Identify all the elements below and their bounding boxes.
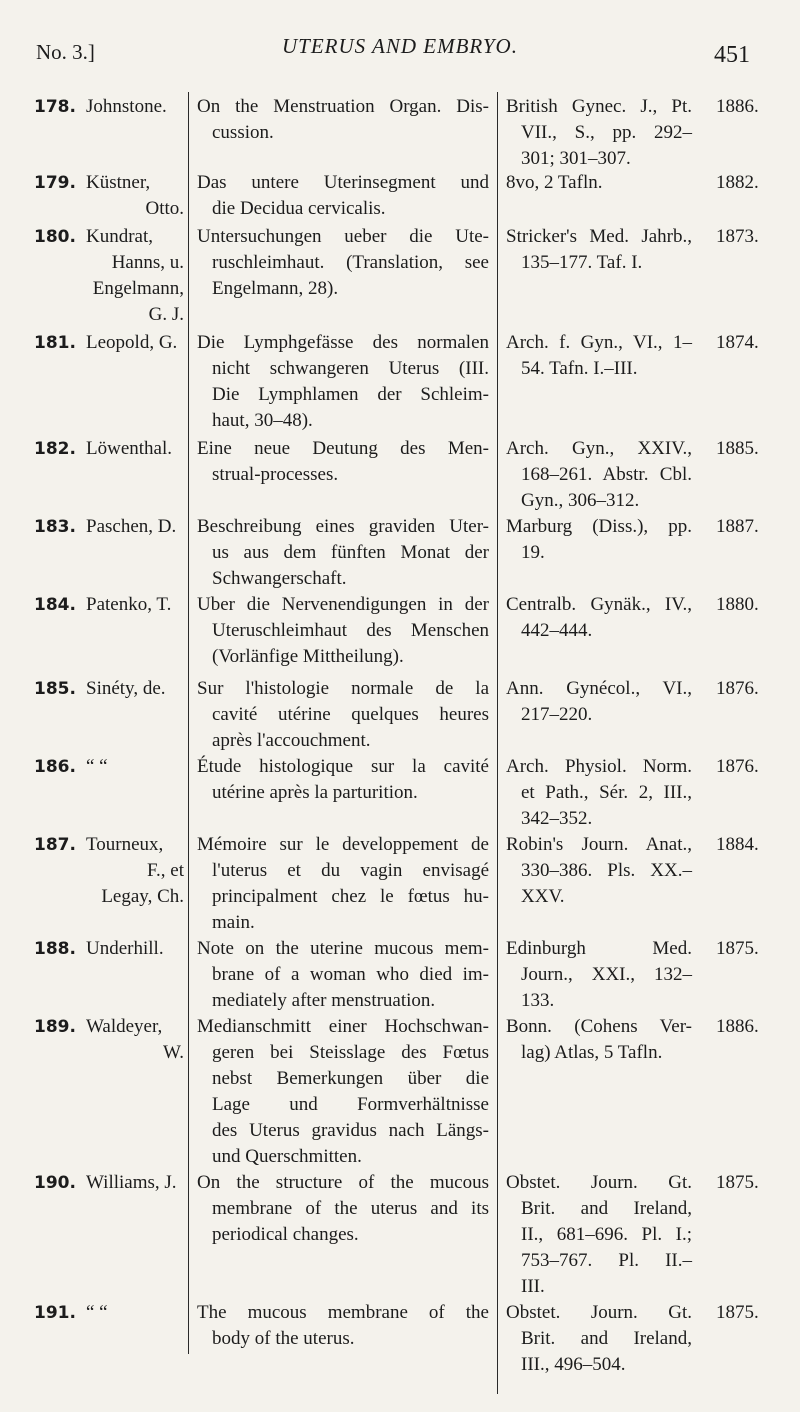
source-line: Brit. and Ireland, — [521, 1198, 692, 1219]
entry-title — [197, 1014, 489, 1170]
source-line: 342–352. — [521, 808, 593, 829]
entry-year: 1875. — [716, 1302, 759, 1323]
title-line: principalment chez le fœtus hu- — [212, 886, 489, 907]
entry-source — [506, 224, 692, 276]
author-line: W. — [163, 1042, 184, 1063]
author-line: Waldeyer, — [86, 1016, 163, 1037]
column-rule-right — [497, 92, 498, 1394]
entry-year: 1886. — [716, 1016, 759, 1037]
entry-year: 1875. — [716, 938, 759, 959]
entry-source — [506, 592, 692, 644]
title-line: Sur l'histologie normale de la — [197, 678, 489, 699]
entry-source — [506, 1014, 692, 1066]
source-line: British Gynec. J., Pt. — [506, 96, 692, 117]
entry-number: 185. — [34, 679, 76, 699]
title-line: mediately after menstruation. — [212, 990, 436, 1011]
entry-source — [506, 436, 692, 514]
source-line: Obstet. Journ. Gt. — [506, 1302, 692, 1323]
title-line: cussion. — [212, 122, 274, 143]
source-line: Edinburgh Med. — [506, 938, 692, 959]
entry-author — [86, 170, 184, 222]
title-line: Mémoire sur le developpement de — [197, 834, 489, 855]
author-line: F., et — [146, 860, 184, 881]
entry-source — [506, 514, 692, 566]
entry-title — [197, 754, 489, 806]
entry-author — [86, 514, 184, 540]
entry-number: 184. — [34, 595, 76, 615]
entry-author — [86, 1300, 184, 1326]
entry-author — [86, 1014, 184, 1066]
entry-title — [197, 330, 489, 434]
source-line: Arch. Gyn., XXIV., — [506, 438, 692, 459]
source-line: II., 681–696. Pl. I.; — [521, 1224, 692, 1245]
author-line: Williams, J. — [86, 1172, 177, 1193]
entry-author — [86, 224, 184, 328]
title-line: Medianschmitt einer Hochschwan- — [197, 1016, 489, 1037]
author-line: Sinéty, de. — [86, 678, 166, 699]
entry-source — [506, 676, 692, 728]
title-line: Die Lymphgefässe des normalen — [197, 332, 489, 353]
entry-author — [86, 592, 184, 618]
entry-title — [197, 676, 489, 754]
entry-number: 180. — [34, 227, 76, 247]
source-line: Bonn. (Cohens Ver- — [506, 1016, 692, 1037]
author-line: Kundrat, — [86, 226, 154, 247]
source-line: Stricker's Med. Jahrb., — [506, 226, 692, 247]
entry-number: 179. — [34, 173, 76, 193]
title-line: body of the uterus. — [212, 1328, 355, 1349]
author-line: G. J. — [148, 304, 184, 325]
entry-source — [506, 170, 692, 196]
source-line: 135–177. Taf. I. — [521, 252, 643, 273]
title-line: Die Lymphlamen der Schleim- — [212, 384, 489, 405]
entry-source — [506, 1300, 692, 1378]
source-line: 8vo, 2 Tafln. — [506, 172, 603, 193]
title-line: geren bei Steisslage des Fœtus — [212, 1042, 489, 1063]
page-number: 451 — [714, 42, 750, 68]
entry-title — [197, 224, 489, 302]
source-line: Brit. and Ireland, — [521, 1328, 692, 1349]
source-line: III., 496–504. — [521, 1354, 626, 1375]
entry-source — [506, 936, 692, 1014]
source-line: Marburg (Diss.), pp. — [506, 516, 692, 537]
entry-author — [86, 330, 184, 356]
source-line: 19. — [521, 542, 545, 563]
entry-year: 1886. — [716, 96, 759, 117]
source-line: lag) Atlas, 5 Tafln. — [521, 1042, 663, 1063]
entry-title — [197, 1300, 489, 1352]
title-line: Étude histologique sur la cavité — [197, 756, 489, 777]
entry-year: 1873. — [716, 226, 759, 247]
source-line: III. — [521, 1276, 545, 1297]
title-line: cavité utérine quelques heures — [212, 704, 489, 725]
entry-year: 1880. — [716, 594, 759, 615]
source-line: Journ., XXI., 132– — [521, 964, 692, 985]
author-line: Engelmann, — [92, 278, 184, 299]
entry-year: 1882. — [716, 172, 759, 193]
source-line: Arch. Physiol. Norm. — [506, 756, 692, 777]
title-line: Schwangerschaft. — [212, 568, 347, 589]
entry-author — [86, 676, 184, 702]
entry-source — [506, 832, 692, 910]
running-title: UTERUS AND EMBRYO. — [282, 34, 518, 58]
title-line: Das untere Uterinsegment und — [197, 172, 489, 193]
title-line: Untersuchungen ueber die Ute- — [197, 226, 489, 247]
author-line: Löwenthal. — [86, 438, 173, 459]
entry-title — [197, 170, 489, 222]
title-line: die Decidua cervicalis. — [212, 198, 386, 219]
entry-source — [506, 330, 692, 382]
entry-title — [197, 936, 489, 1014]
author-line: Tourneux, — [86, 834, 164, 855]
author-line: Underhill. — [86, 938, 164, 959]
title-line: après l'accouchment. — [212, 730, 371, 751]
title-line: On the structure of the mucous — [197, 1172, 489, 1193]
entry-number: 187. — [34, 835, 76, 855]
title-line: us aus dem fünften Monat der — [212, 542, 489, 563]
entry-number: 189. — [34, 1017, 76, 1037]
entry-title — [197, 592, 489, 670]
title-line: Eine neue Deutung des Men- — [197, 438, 489, 459]
title-line: Uteruschleimhaut des Menschen — [212, 620, 489, 641]
author-line: Leopold, G. — [86, 332, 178, 353]
title-line: utérine après la parturition. — [212, 782, 418, 803]
entry-title — [197, 94, 489, 146]
entry-number: 186. — [34, 757, 76, 777]
title-line: l'uterus et du vagin envisagé — [212, 860, 489, 881]
source-line: 330–386. Pls. XX.– — [521, 860, 692, 881]
entry-source — [506, 94, 692, 172]
title-line: nebst Bemerkungen über die — [212, 1068, 489, 1089]
entry-title — [197, 832, 489, 936]
title-line: On the Menstruation Organ. Dis- — [197, 96, 489, 117]
column-rule-left — [188, 92, 189, 1354]
entry-year: 1876. — [716, 678, 759, 699]
source-line: 442–444. — [521, 620, 593, 641]
entry-year: 1875. — [716, 1172, 759, 1193]
source-line: Gyn., 306–312. — [521, 490, 640, 511]
title-line: des Uterus gravidus nach Längs- — [212, 1120, 489, 1141]
entry-number: 190. — [34, 1173, 76, 1193]
title-line: strual-processes. — [212, 464, 339, 485]
entry-source — [506, 1170, 692, 1300]
entry-title — [197, 1170, 489, 1248]
source-line: 133. — [521, 990, 555, 1011]
entry-author — [86, 436, 184, 462]
entry-source — [506, 754, 692, 832]
source-line: Ann. Gynécol., VI., — [506, 678, 692, 699]
entry-number: 182. — [34, 439, 76, 459]
title-line: periodical changes. — [212, 1224, 359, 1245]
author-line: Küstner, — [86, 172, 151, 193]
entry-number: 188. — [34, 939, 76, 959]
title-line: membrane of the uterus and its — [212, 1198, 489, 1219]
title-line: nicht schwangeren Uterus (III. — [212, 358, 489, 379]
author-line: Patenko, T. — [86, 594, 172, 615]
title-line: haut, 30–48). — [212, 410, 313, 431]
entry-author — [86, 936, 184, 962]
author-line: Hanns, u. — [111, 252, 184, 273]
source-line: 301; 301–307. — [521, 148, 631, 169]
title-line: und Querschmitten. — [212, 1146, 362, 1167]
entry-year: 1884. — [716, 834, 759, 855]
entry-title — [197, 514, 489, 592]
source-line: 217–220. — [521, 704, 593, 725]
author-line: Otto. — [145, 198, 184, 219]
author-line: “ “ — [86, 1302, 108, 1323]
title-line: Uber die Nervenendigungen in der — [197, 594, 489, 615]
title-line: brane of a woman who died im- — [212, 964, 489, 985]
title-line: Engelmann, 28). — [212, 278, 339, 299]
author-line: Paschen, D. — [86, 516, 177, 537]
entry-year: 1874. — [716, 332, 759, 353]
source-line: VII., S., pp. 292– — [521, 122, 692, 143]
title-line: main. — [212, 912, 255, 933]
source-line: Robin's Journ. Anat., — [506, 834, 692, 855]
entry-number: 183. — [34, 517, 76, 537]
entry-author — [86, 832, 184, 910]
entry-number: 191. — [34, 1303, 76, 1323]
source-line: 54. Tafn. I.–III. — [521, 358, 638, 379]
source-line: Arch. f. Gyn., VI., 1– — [506, 332, 692, 353]
source-line: Obstet. Journ. Gt. — [506, 1172, 692, 1193]
entry-author — [86, 1170, 184, 1196]
author-line: “ “ — [86, 756, 108, 777]
entry-author — [86, 754, 184, 780]
issue-number: No. 3.] — [36, 40, 95, 64]
entry-number: 181. — [34, 333, 76, 353]
source-line: 753–767. Pl. II.– — [521, 1250, 692, 1271]
title-line: Beschreibung eines graviden Uter- — [197, 516, 489, 537]
entry-year: 1876. — [716, 756, 759, 777]
source-line: et Path., Sér. 2, III., — [521, 782, 692, 803]
title-line: (Vorlänfige Mittheilung). — [212, 646, 404, 667]
title-line: Note on the uterine mucous mem- — [197, 938, 489, 959]
entry-title — [197, 436, 489, 488]
source-line: 168–261. Abstr. Cbl. — [521, 464, 692, 485]
entry-author — [86, 94, 184, 120]
entry-number: 178. — [34, 97, 76, 117]
entry-year: 1885. — [716, 438, 759, 459]
title-line: The mucous membrane of the — [197, 1302, 489, 1323]
author-line: Johnstone. — [86, 96, 167, 117]
title-line: Lage und Formverhältnisse — [212, 1094, 489, 1115]
author-line: Legay, Ch. — [101, 886, 184, 907]
source-line: Centralb. Gynäk., IV., — [506, 594, 692, 615]
title-line: ruschleimhaut. (Translation, see — [212, 252, 489, 273]
source-line: XXV. — [521, 886, 565, 907]
entry-year: 1887. — [716, 516, 759, 537]
